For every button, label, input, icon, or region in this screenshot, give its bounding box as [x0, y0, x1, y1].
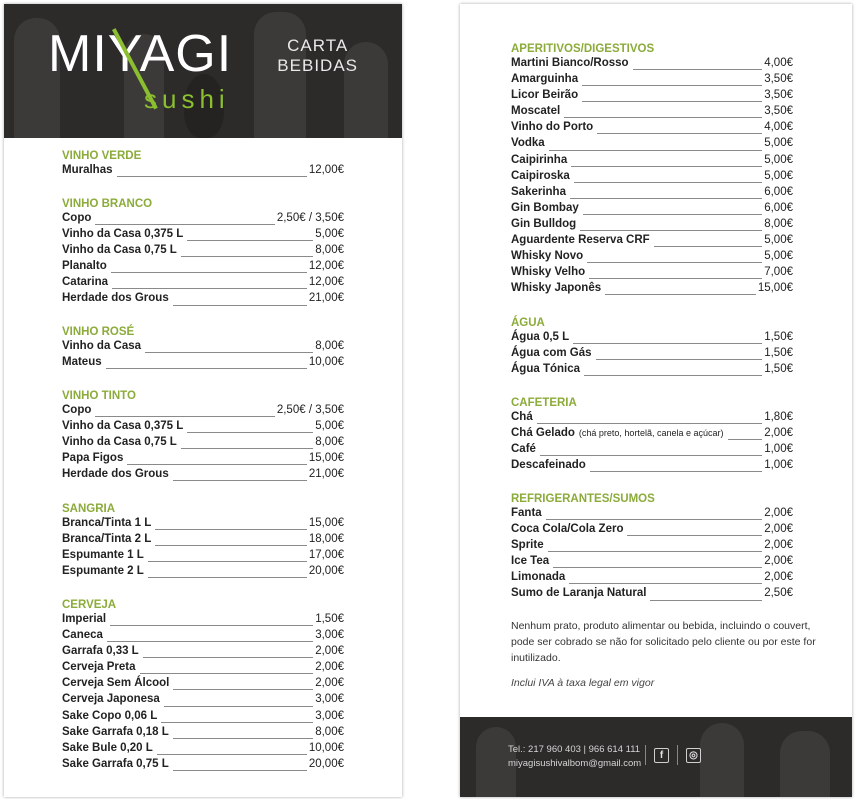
item-price: 7,00€	[764, 266, 793, 279]
logo-subtext: sushi	[144, 84, 230, 114]
menu-item	[62, 436, 344, 452]
leader-line	[140, 673, 314, 674]
menu-section	[62, 196, 344, 309]
menu-item	[62, 228, 344, 244]
menu-item	[511, 507, 793, 523]
menu-item	[62, 693, 344, 709]
item-price: 2,50€	[764, 587, 793, 600]
item-name: Gin Bulldog	[511, 217, 577, 230]
leader-line	[181, 448, 313, 449]
leader-line	[728, 439, 763, 440]
menu-item	[62, 420, 344, 436]
item-name: Herdade dos Grous	[62, 468, 169, 481]
item-price: 3,00€	[315, 693, 344, 706]
disclaimer-text: Nenhum prato, produto alimentar ou bebida, incluindo o couvert, pode ser cobrado se não for solicitado pelo cliente ou por este for inutilizado.	[511, 620, 816, 664]
menu-item	[62, 742, 344, 758]
menu-item	[511, 234, 793, 250]
menu-item	[511, 459, 793, 475]
menu-section	[62, 148, 344, 180]
leader-line	[549, 150, 763, 151]
leader-line	[596, 359, 763, 360]
item-price: 2,00€	[315, 661, 344, 674]
section-title: CAFETERIA	[511, 397, 577, 409]
item-price: 17,00€	[308, 549, 344, 562]
item-name: Espumante 2 L	[62, 565, 144, 578]
item-name: Sake Garrafa 0,18 L	[62, 725, 169, 738]
item-name: Licor Beirão	[511, 89, 579, 102]
item-name: Cerveja Sem Álcool	[62, 677, 170, 690]
menu-item	[511, 411, 793, 427]
leader-line	[582, 85, 762, 86]
menu-item	[511, 105, 793, 121]
item-name: Fanta	[511, 507, 542, 519]
item-price: 2,50€ / 3,50€	[276, 212, 344, 224]
leader-line	[654, 246, 763, 247]
leader-line	[112, 288, 307, 289]
item-name: Whisky Japonês	[511, 282, 602, 295]
item-name: Martini Bianco/Rosso	[511, 57, 629, 69]
leader-line	[155, 545, 307, 546]
menu-section	[62, 388, 344, 484]
leader-line	[187, 240, 313, 241]
item-name: Coca Cola/Cola Zero	[511, 523, 624, 536]
menu-item	[511, 266, 793, 282]
menu-item	[62, 613, 344, 629]
leader-line	[569, 583, 762, 584]
leader-line	[597, 133, 762, 134]
menu-item	[62, 244, 344, 260]
item-price: 15,00€	[308, 517, 344, 529]
section-title: APERITIVOS/DIGESTIVOS	[511, 43, 655, 55]
item-name: Café	[511, 443, 536, 456]
leader-line	[145, 352, 313, 353]
leader-line	[107, 641, 313, 642]
leader-line	[187, 432, 313, 433]
item-name: Herdade dos Grous	[62, 292, 169, 305]
item-price: 1,50€	[764, 363, 793, 376]
logo-text: MIYAGI	[48, 25, 233, 83]
item-price: 5,00€	[315, 228, 344, 241]
leader-line	[537, 423, 762, 424]
menu-item	[62, 549, 344, 565]
menu-item	[511, 250, 793, 266]
item-name: Espumante 1 L	[62, 549, 144, 562]
item-name: Sake Copo 0,06 L	[62, 709, 158, 722]
leader-line	[590, 471, 762, 472]
menu-item	[511, 331, 793, 347]
item-price: 3,00€	[315, 629, 344, 642]
menu-item	[511, 73, 793, 89]
leader-line	[148, 561, 307, 562]
item-name: Sprite	[511, 539, 544, 552]
item-price: 1,50€	[764, 347, 793, 360]
menu-item	[62, 356, 344, 372]
item-name: Branca/Tinta 2 L	[62, 533, 152, 546]
iva-note: Inclui IVA à taxa legal em vigor	[511, 677, 655, 689]
leader-line	[546, 519, 763, 520]
leader-line	[650, 600, 762, 601]
item-price: 8,00€	[315, 244, 344, 257]
divider	[677, 745, 678, 765]
item-name: Whisky Novo	[511, 250, 584, 263]
item-price: 12,00€	[308, 260, 344, 273]
item-name: Cerveja Preta	[62, 661, 136, 674]
item-name: Água Tónica	[511, 363, 581, 376]
item-name: Sake Garrafa 0,75 L	[62, 757, 169, 770]
leader-line	[127, 464, 306, 465]
logo	[48, 25, 233, 114]
menu-item	[62, 565, 344, 581]
item-price: 3,00€	[315, 709, 344, 722]
item-name: Chá Gelado	[511, 427, 575, 440]
menu-item	[511, 170, 793, 186]
item-name: Vinho da Casa 0,75 L	[62, 436, 177, 449]
leader-line	[564, 117, 762, 118]
item-price: 5,00€	[764, 137, 793, 150]
menu-item	[62, 340, 344, 356]
leader-line	[583, 214, 762, 215]
leader-line	[584, 375, 762, 376]
item-price: 8,00€	[315, 340, 344, 352]
item-price: 8,00€	[315, 725, 344, 738]
leader-line	[173, 770, 307, 771]
social-links	[645, 745, 701, 765]
instagram-icon[interactable]: ◎	[686, 748, 701, 763]
menu-item	[511, 218, 793, 234]
item-price: 2,00€	[764, 539, 793, 552]
leader-line	[553, 567, 762, 568]
item-price: 12,00€	[308, 276, 344, 289]
menu-item	[511, 347, 793, 363]
item-name: Amarguinha	[511, 73, 579, 86]
leader-line	[161, 722, 313, 723]
menu-item	[511, 427, 793, 443]
leader-line	[173, 689, 313, 690]
item-name: Água com Gás	[511, 347, 592, 360]
item-price: 18,00€	[308, 533, 344, 546]
leader-line	[95, 416, 274, 417]
leader-line	[173, 305, 307, 306]
leader-line	[571, 166, 762, 167]
menu-item	[511, 154, 793, 170]
item-name: Caipirinha	[511, 153, 568, 166]
item-price: 1,50€	[315, 613, 344, 625]
item-name: Sumo de Laranja Natural	[511, 587, 647, 600]
item-name: Chá	[511, 411, 533, 423]
menu-panel-left	[4, 4, 402, 797]
menu-item	[511, 587, 793, 603]
leader-line	[164, 706, 313, 707]
item-price: 2,00€	[764, 427, 793, 440]
leader-line	[157, 754, 307, 755]
menu-item	[62, 533, 344, 549]
item-name: Catarina	[62, 276, 109, 289]
item-name: Imperial	[62, 613, 107, 625]
menu-item	[511, 137, 793, 153]
item-name: Ice Tea	[511, 555, 550, 568]
item-price: 20,00€	[308, 757, 344, 770]
menu-item	[62, 710, 344, 726]
item-price: 2,00€	[764, 571, 793, 584]
item-name: Caneca	[62, 629, 103, 642]
leader-line	[173, 480, 307, 481]
menu-item	[62, 404, 344, 420]
divider	[645, 745, 646, 765]
leader-line	[582, 101, 762, 102]
item-price: 20,00€	[308, 565, 344, 578]
item-name: Papa Figos	[62, 452, 124, 465]
menu-item	[62, 677, 344, 693]
item-price: 5,00€	[764, 169, 793, 182]
menu-item	[62, 645, 344, 661]
leader-line	[605, 294, 756, 295]
section-title: VINHO TINTO	[62, 390, 136, 402]
menu-item	[62, 164, 344, 180]
item-name: Copo	[62, 212, 92, 224]
footer-band	[460, 717, 852, 797]
item-name: Sake Bule 0,20 L	[62, 741, 153, 754]
section-title: SANGRIA	[62, 503, 116, 515]
leader-line	[106, 368, 307, 369]
item-price: 2,50€ / 3,50€	[276, 404, 344, 416]
menu-item	[511, 89, 793, 105]
item-price: 2,00€	[764, 555, 793, 568]
menu-section	[511, 315, 793, 379]
menu-item	[62, 661, 344, 677]
menu-section	[62, 501, 344, 581]
item-price: 2,00€	[764, 507, 793, 519]
menu-item	[511, 363, 793, 379]
item-price: 5,00€	[764, 250, 793, 263]
item-name: Vodka	[511, 137, 545, 150]
menu-item	[511, 282, 793, 298]
menu-item	[511, 539, 793, 555]
leader-line	[587, 262, 762, 263]
item-price: 4,00€	[764, 57, 793, 69]
item-price: 12,00€	[308, 164, 344, 176]
leader-line	[627, 535, 762, 536]
item-price: 6,00€	[764, 185, 793, 198]
menu-item	[62, 292, 344, 308]
leader-line	[580, 230, 762, 231]
menu-item	[62, 212, 344, 228]
item-price: 8,00€	[764, 217, 793, 230]
menu-section	[511, 395, 793, 475]
menu-section	[511, 491, 793, 604]
section-title: VINHO BRANCO	[62, 198, 153, 210]
leader-line	[181, 256, 313, 257]
item-name: Descafeinado	[511, 459, 586, 472]
item-price: 1,00€	[764, 459, 793, 472]
item-name: Vinho da Casa 0,375 L	[62, 228, 184, 241]
leader-line	[173, 738, 313, 739]
leader-line	[573, 343, 762, 344]
menu-item	[62, 276, 344, 292]
item-name: Limonada	[511, 571, 566, 584]
facebook-icon[interactable]: f	[654, 748, 669, 763]
item-price: 2,00€	[315, 645, 344, 658]
item-price: 3,50€	[764, 73, 793, 86]
menu-item	[511, 186, 793, 202]
menu-item	[62, 629, 344, 645]
item-name: Cerveja Japonesa	[62, 693, 160, 706]
contact-info	[508, 743, 641, 771]
leader-line	[548, 551, 763, 552]
item-price: 21,00€	[308, 292, 344, 305]
item-price: 1,50€	[764, 331, 793, 343]
item-price: 2,00€	[315, 677, 344, 690]
menu-item	[62, 260, 344, 276]
item-price: 5,00€	[764, 153, 793, 166]
menu-item	[511, 57, 793, 73]
leader-line	[148, 577, 307, 578]
menu-item	[511, 443, 793, 459]
item-price: 4,00€	[764, 121, 793, 134]
leader-line	[633, 69, 763, 70]
leader-line	[117, 176, 307, 177]
item-name: Gin Bombay	[511, 201, 579, 214]
leader-line	[155, 529, 307, 530]
leader-line	[143, 657, 314, 658]
section-title: VINHO ROSÉ	[62, 326, 135, 338]
item-name: Muralhas	[62, 164, 113, 176]
menu-item	[62, 517, 344, 533]
menu-section	[62, 597, 344, 774]
item-name: Vinho da Casa	[62, 340, 142, 352]
leader-line	[111, 272, 307, 273]
menu-item	[62, 758, 344, 774]
item-price: 5,00€	[315, 420, 344, 433]
item-price: 2,00€	[764, 523, 793, 536]
menu-item	[62, 726, 344, 742]
item-price: 3,50€	[764, 89, 793, 102]
item-name: Aguardente Reserva CRF	[511, 234, 650, 247]
item-price: 21,00€	[308, 468, 344, 481]
item-name: Mateus	[62, 356, 102, 369]
item-price: 8,00€	[315, 436, 344, 449]
item-name: Caipiroska	[511, 169, 570, 182]
item-name: Moscatel	[511, 105, 561, 118]
menu-item	[62, 452, 344, 468]
leader-line	[110, 625, 313, 626]
item-name: Sakerinha	[511, 185, 566, 198]
section-title: REFRIGERANTES/SUMOS	[511, 493, 655, 505]
menu-section	[511, 41, 793, 298]
item-name: Garrafa 0,33 L	[62, 645, 139, 658]
menu-item	[511, 555, 793, 571]
item-price: 3,50€	[764, 105, 793, 118]
section-title: CERVEJA	[62, 599, 117, 611]
menu-section	[62, 324, 344, 372]
item-name: Vinho do Porto	[511, 121, 594, 134]
item-price: 1,00€	[764, 443, 793, 456]
item-price: 1,80€	[764, 411, 793, 423]
section-title: ÁGUA	[511, 317, 545, 329]
item-name: Planalto	[62, 260, 107, 273]
menu-item	[511, 121, 793, 137]
item-name: Água 0,5 L	[511, 331, 570, 343]
item-price: 10,00€	[308, 741, 344, 754]
contact-email: miyagisushivalbom@gmail.com	[508, 758, 642, 769]
menu-item	[62, 468, 344, 484]
item-name: Copo	[62, 404, 92, 416]
menu-panel-right	[460, 4, 852, 797]
leader-line	[589, 278, 762, 279]
section-title: VINHO VERDE	[62, 150, 142, 162]
item-note: (chá preto, hortelã, canela e açúcar)	[578, 428, 724, 439]
item-price: 10,00€	[308, 356, 344, 369]
leader-line	[574, 182, 762, 183]
menu-item	[511, 202, 793, 218]
leader-line	[540, 455, 762, 456]
item-price: 5,00€	[764, 234, 793, 247]
contact-phone: Tel.: 217 960 403 | 966 614 111	[508, 744, 641, 755]
item-name: Vinho da Casa 0,75 L	[62, 244, 177, 257]
item-name: Vinho da Casa 0,375 L	[62, 420, 184, 433]
menu-item	[511, 523, 793, 539]
leader-line	[95, 224, 274, 225]
item-name: Branca/Tinta 1 L	[62, 517, 152, 529]
menu-item	[511, 571, 793, 587]
item-price: 15,00€	[308, 452, 344, 465]
leader-line	[570, 198, 762, 199]
item-price: 15,00€	[757, 282, 793, 295]
carta-bebidas-title: CARTA BEBIDAS	[277, 36, 358, 75]
header-band	[4, 4, 402, 138]
item-price: 6,00€	[764, 201, 793, 214]
item-name: Whisky Velho	[511, 266, 586, 279]
